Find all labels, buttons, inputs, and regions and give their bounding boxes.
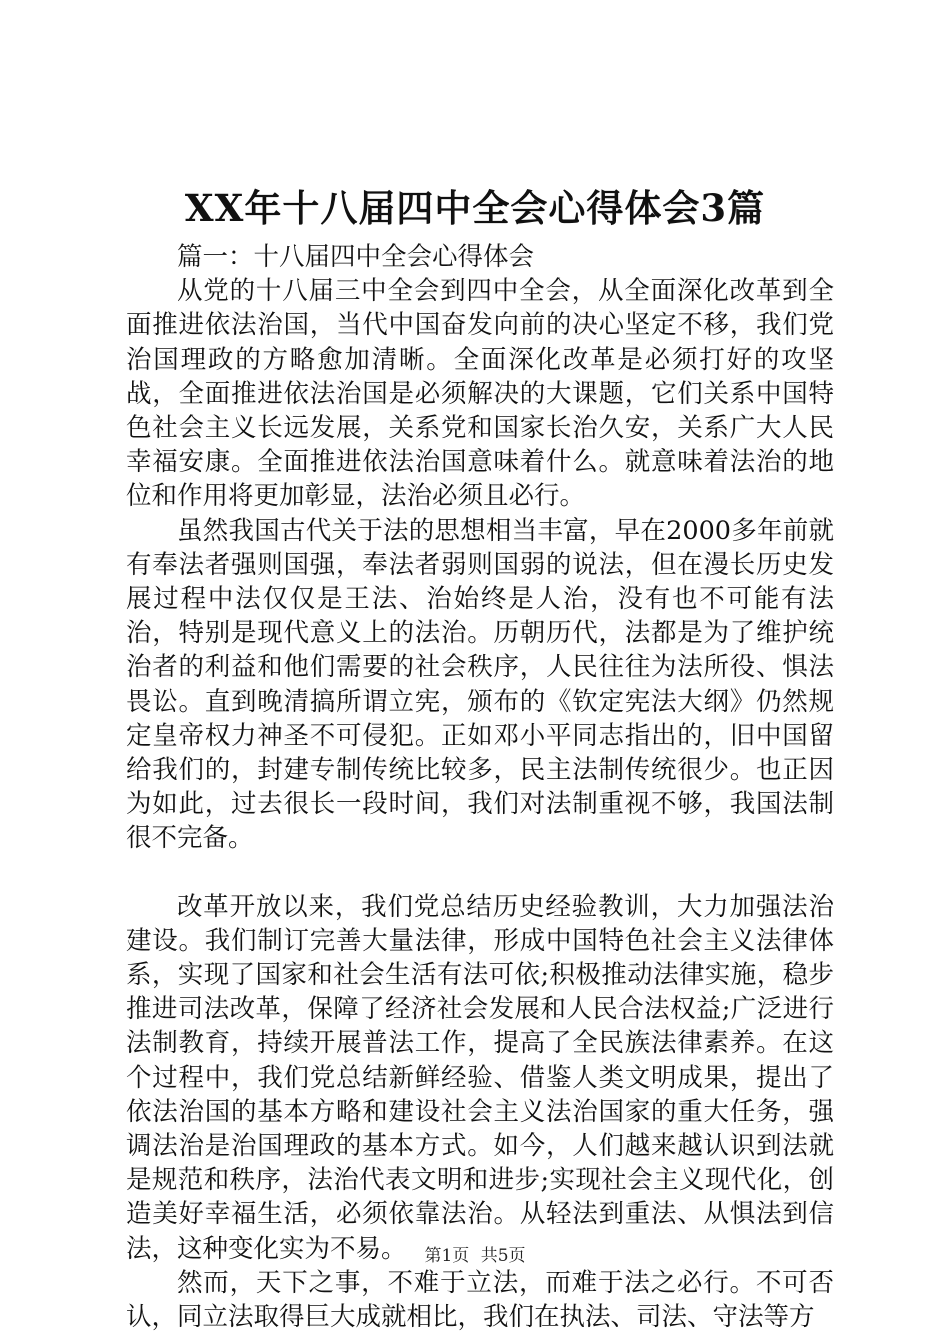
page-number: 第1页	[424, 1246, 470, 1266]
document-body	[126, 240, 834, 1334]
body-paragraph-2: 虽然我国古代关于法的思想相当丰富，早在2000多年前就有奉法者强则国强，奉法者弱则国弱的说法，但在漫长历史发展过程中法仅仅是王法、治始终是人治，没有也不可能有法治，特别是现代意义上的法治。历朝历代，法都是为了维护统治者的利益和他们需要的社会秩序，人民往往为法所役、惧法畏讼。直到晚清搞所谓立宪，颁布的《钦定宪法大纲》仍然规定皇帝权力神圣不可侵犯。正如邓小平同志指出的，旧中国留给我们的，封建专制传统比较多，民主法制传统很少。也正因为如此，过去很长一段时间，我们对法制重视不够，我国法制很不完备。	[126, 515, 834, 854]
body-paragraph-3: 改革开放以来，我们党总结历史经验教训，大力加强法治建设。我们制订完善大量法律，形成中国特色社会主义法律体系，实现了国家和社会生活有法可依;积极推动法律实施，稳步推进司法改革，保障了经济社会发展和人民合法权益;广泛进行法制教育，持续开展普法工作，提高了全民族法律素养。在这个过程中，我们党总结新鲜经验、借鉴人类文明成果，提出了依法治国的基本方略和建设社会主义法治国家的重大任务，强调法治是治国理政的基本方式。如今，人们越来越认识到法就是规范和秩序，法治代表文明和进步;实现社会主义现代化，创造美好幸福生活，必须依靠法治。从轻法到重法、从惧法到信法，这种变化实为不易。	[126, 891, 834, 1264]
body-paragraph-4: 然而，天下之事，不难于立法，而难于法之必行。不可否认，同立法取得巨大成就相比，我们在执法、司法、守法等方	[126, 1267, 834, 1333]
document-title: XX年十八届四中全会心得体会3篇	[184, 186, 766, 230]
section-heading: 篇一：十八届四中全会心得体会	[177, 242, 535, 272]
page-total: 共5页	[480, 1246, 526, 1266]
page-footer	[0, 1244, 950, 1268]
body-paragraph-1: 从党的十八届三中全会到四中全会，从全面深化改革到全面推进依法治国，当代中国奋发向前的决心坚定不移，我们党治国理政的方略愈加清晰。全面深化改革是必须打好的攻坚战，全面推进依法治国是必须解决的大课题，它们关系中国特色社会主义长远发展，关系党和国家长治久安，关系广大人民幸福安康。全面推进依法治国意味着什么。就意味着法治的地位和作用将更加彰显，法治必须且必行。	[126, 276, 834, 512]
